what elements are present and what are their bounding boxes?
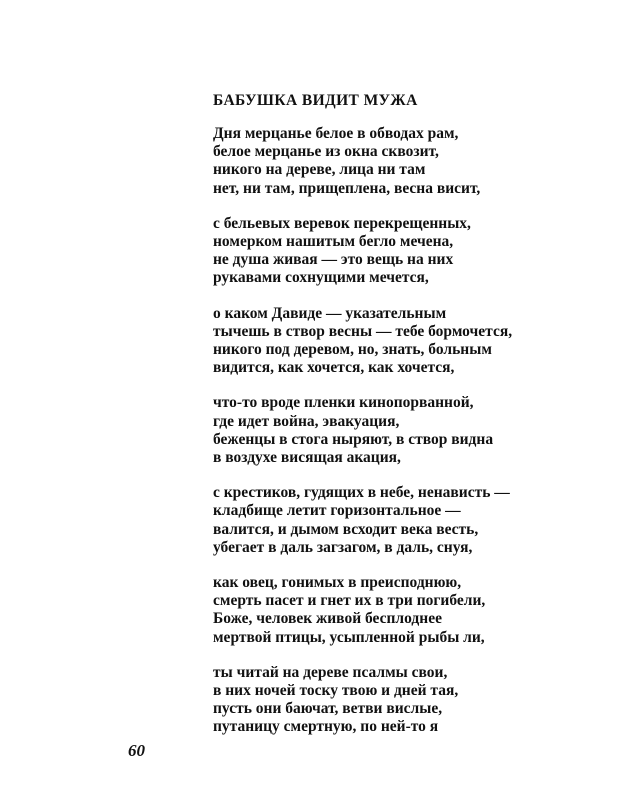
poem-line: никого под деревом, но, знать, больным — [213, 341, 492, 359]
poem-line: Дня мерцанье белое в обводах рам, — [213, 125, 459, 142]
poem-line: в них ночей тоску твою и дней тая, — [213, 682, 459, 700]
poem-line: беженцы в стога ныряют, в створ видна — [213, 430, 494, 448]
poem-line: кладбище летит горизонтальное — — [213, 502, 461, 520]
stanza-1 — [213, 125, 613, 198]
poem-line: не душа живая — это вещь на них — [213, 251, 454, 269]
poem-line: пусть они баючат, ветви вислые, — [213, 700, 443, 718]
poem-title: БАБУШКА ВИДИТ МУЖА — [213, 92, 418, 109]
poem-line: путаницу смертную, по ней-то я — [213, 718, 439, 736]
stanza-4 — [213, 394, 613, 467]
poem-line: мертвой птицы, усыпленной рыбы ли, — [213, 628, 485, 646]
poem-line: о каком Давиде — указательным — [213, 304, 447, 322]
poem-line: убегает в даль загзагом, в даль, снуя, — [213, 538, 473, 556]
poem-line: Боже, человек живой бесплоднее — [213, 610, 442, 628]
poem-line: номерком нашитым бегло мечена, — [213, 233, 454, 251]
poem-line: белое мерцанье из окна сквозит, — [213, 143, 439, 161]
poem-line: тычешь в створ весны — тебе бормочется, — [213, 322, 513, 340]
poem-line: в воздухе висящая акация, — [213, 449, 401, 467]
poem-line: никого на дереве, лица ни там — [213, 161, 426, 179]
stanza-5 — [213, 484, 613, 557]
stanza-2 — [213, 215, 613, 288]
poem-line: смерть пасет и гнет их в три погибели, — [213, 592, 486, 610]
poem-line: что-то вроде пленки кинопорванной, — [213, 394, 474, 412]
poem-line: где идет война, эвакуация, — [213, 412, 400, 430]
poem-line: с крестиков, гудящих в небе, ненависть — — [213, 484, 510, 502]
poem-line: валится, и дымом всходит века весть, — [213, 520, 479, 538]
poem-line: видится, как хочется, как хочется, — [213, 359, 455, 377]
poem-line: рукавами сохнущими мечется, — [213, 269, 429, 287]
stanza-3 — [213, 305, 613, 378]
poem-page — [213, 92, 613, 754]
poem-line: с бельевых веревок перекрещенных, — [213, 214, 471, 232]
stanza-6 — [213, 574, 613, 647]
page-number: 60 — [128, 741, 145, 760]
stanza-7 — [213, 664, 613, 737]
poem-line: ты читай на дереве псалмы свои, — [213, 663, 448, 681]
poem-line: как овец, гонимых в преисподнюю, — [213, 574, 462, 592]
poem-line: нет, ни там, прищеплена, весна висит, — [213, 179, 481, 197]
